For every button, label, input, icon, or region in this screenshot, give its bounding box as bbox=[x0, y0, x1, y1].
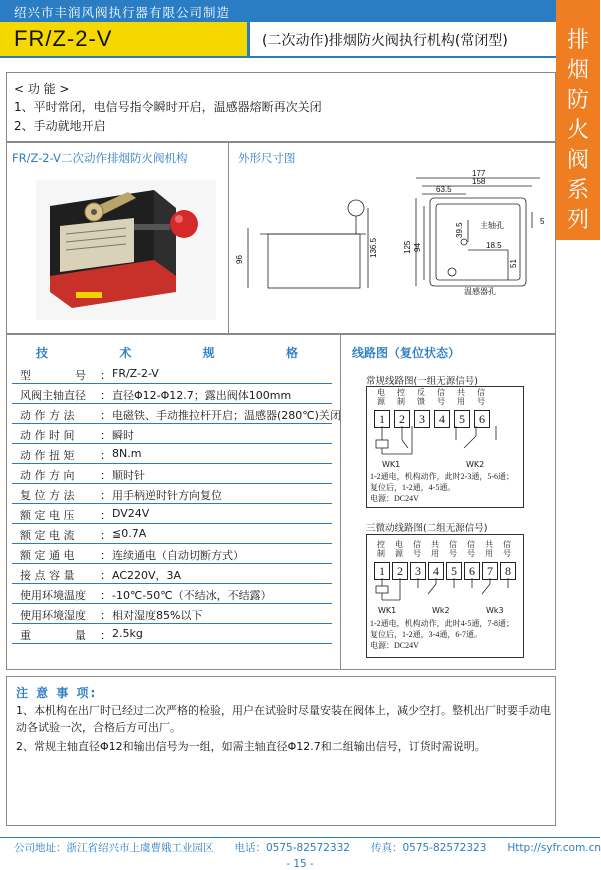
spec-colon: ： bbox=[100, 569, 111, 582]
terminal-function-label: 信号 bbox=[437, 388, 445, 406]
spec-value: 直径Φ12-Φ12.7；露出阀体100mm bbox=[112, 389, 292, 402]
terminal: 1 bbox=[374, 410, 390, 428]
model-code: FR/Z-2-V bbox=[14, 26, 113, 51]
header-bar bbox=[0, 0, 556, 22]
terminal-function-label: 控制 bbox=[397, 388, 405, 406]
terminal: 6 bbox=[474, 410, 490, 428]
spec-colon: ： bbox=[100, 469, 111, 482]
spec-header-char: 格 bbox=[285, 346, 298, 360]
model-box bbox=[0, 22, 250, 56]
dim-label: 177 bbox=[472, 169, 486, 178]
spec-header-char: 规 bbox=[202, 346, 215, 360]
terminal: 5 bbox=[454, 410, 470, 428]
spec-divider bbox=[340, 334, 341, 670]
dim-label: 5 bbox=[540, 217, 545, 226]
terminal-function-label: 电源 bbox=[377, 388, 385, 406]
dim-label: 96 bbox=[235, 255, 244, 264]
spec-row bbox=[12, 624, 332, 644]
terminal: 6 bbox=[464, 562, 480, 580]
dim-label: 18.5 bbox=[486, 241, 502, 250]
spec-colon: ： bbox=[100, 429, 111, 442]
spec-row bbox=[12, 584, 332, 604]
terminal: 3 bbox=[410, 562, 426, 580]
terminal-function-label: 信号 bbox=[467, 540, 475, 558]
dim-label: 51 bbox=[509, 259, 518, 268]
spec-value: 连续通电（自动切断方式） bbox=[112, 549, 244, 562]
series-char: 防 bbox=[566, 88, 589, 113]
page-number: - 15 - bbox=[286, 858, 314, 870]
spec-colon: ： bbox=[100, 629, 111, 642]
wiring-desc: 复位后，1-2通，4-5通。 bbox=[370, 483, 456, 492]
spec-row bbox=[12, 544, 332, 564]
spec-header-char: 技 bbox=[36, 346, 49, 360]
spec-label: 使用环境湿度 bbox=[20, 609, 86, 622]
series-char: 系 bbox=[566, 178, 589, 203]
terminal: 2 bbox=[394, 410, 410, 428]
spec-value: 用手柄逆时针方向复位 bbox=[112, 489, 222, 502]
spec-label: 动 作 扭 矩 bbox=[20, 449, 75, 462]
product-title: (二次动作)排烟防火阀执行机构(常闭型) bbox=[262, 33, 508, 49]
triple-switch-circuit bbox=[372, 578, 522, 608]
spec-row bbox=[12, 564, 332, 584]
terminal-function-label: 共用 bbox=[457, 388, 465, 406]
spec-colon: ： bbox=[100, 529, 111, 542]
spec-row bbox=[12, 464, 332, 484]
terminal-function-label: 控制 bbox=[377, 540, 385, 558]
spec-row bbox=[12, 364, 332, 384]
note-item: 2、常规主轴直径Φ12和输出信号为一组，如需主轴直径Φ12.7和二组输出信号，订货时需说明。 bbox=[16, 740, 486, 753]
notes-title: 注 意 事 项: bbox=[16, 686, 98, 700]
panel-divider bbox=[228, 142, 229, 334]
spec-colon: ： bbox=[100, 549, 111, 562]
spec-label: 动 作 方 法 bbox=[20, 409, 75, 422]
terminal: 3 bbox=[414, 410, 430, 428]
shaft-hole-label: 主轴孔 bbox=[480, 221, 504, 230]
dimension-drawing bbox=[236, 168, 554, 330]
dimension-title: 外形尺寸图 bbox=[238, 151, 296, 165]
product-photo bbox=[36, 180, 216, 320]
spec-row bbox=[12, 444, 332, 464]
mechanism-title: FR/Z-2-V二次动作排烟防火阀机构 bbox=[12, 151, 188, 165]
spec-label: 接 点 容 量 bbox=[20, 569, 75, 582]
dim-label: 158 bbox=[472, 177, 486, 186]
wiring-title: 线路图（复位状态） bbox=[352, 346, 461, 360]
spec-colon: ： bbox=[100, 449, 111, 462]
company-name: 绍兴市丰润风阀执行器有限公司制造 bbox=[14, 5, 231, 20]
spec-label: 风阀主轴直径 bbox=[20, 389, 86, 402]
terminal: 5 bbox=[446, 562, 462, 580]
spec-label: 额 定 电 压 bbox=[20, 509, 75, 522]
series-side-tab bbox=[556, 0, 600, 240]
switch-label: WK1 bbox=[378, 606, 397, 615]
wiring-desc: 电源：DC24V bbox=[370, 494, 419, 503]
functions-title: < 功 能 > bbox=[14, 82, 70, 96]
terminal-function-label: 共用 bbox=[431, 540, 439, 558]
terminal: 2 bbox=[392, 562, 408, 580]
series-char: 火 bbox=[566, 118, 589, 143]
wiring-desc: 复位后，1-2通，3-4通，6-7通。 bbox=[370, 630, 482, 639]
spec-value: AC220V，3A bbox=[112, 569, 182, 582]
spec-value: FR/Z-2-V bbox=[112, 367, 159, 380]
terminal: 8 bbox=[500, 562, 516, 580]
spec-value: 瞬时 bbox=[112, 429, 134, 442]
spec-colon: ： bbox=[100, 609, 111, 622]
wiring-desc: 1-2通电，机构动作，此时4-5通，7-8通； bbox=[370, 619, 514, 628]
spec-colon: ： bbox=[100, 489, 111, 502]
function-item: 2、手动就地开启 bbox=[14, 119, 106, 133]
spec-row bbox=[12, 604, 332, 624]
switch-label: Wk2 bbox=[432, 606, 450, 615]
spec-value: 相对湿度85%以下 bbox=[112, 609, 203, 622]
switch-label: WK2 bbox=[466, 460, 485, 469]
spec-value: ≦0.7A bbox=[112, 527, 147, 540]
spec-row bbox=[12, 484, 332, 504]
normal-switch-circuit bbox=[372, 426, 522, 462]
terminal-function-label: 反馈 bbox=[417, 388, 425, 406]
dim-label: 136.5 bbox=[369, 237, 378, 258]
spec-value: 电磁铁、手动推拉杆开启；温感器(280℃)关闭 bbox=[112, 409, 341, 422]
spec-value: DV24V bbox=[112, 507, 150, 520]
wiring-desc: 电源：DC24V bbox=[370, 641, 419, 650]
spec-label: 动 作 方 向 bbox=[20, 469, 75, 482]
spec-value: 顺时针 bbox=[112, 469, 145, 482]
spec-label: 额 定 电 流 bbox=[20, 529, 75, 542]
series-char: 阀 bbox=[566, 148, 589, 173]
spec-label: 重 量 bbox=[20, 629, 86, 642]
terminal: 4 bbox=[428, 562, 444, 580]
company-contact: 公司地址：浙江省绍兴市上虞曹娥工业园区 电话：0575-82572332 传真：0575-82572323 Http://syfr.com.cn bbox=[14, 842, 601, 854]
terminal-function-label: 电源 bbox=[395, 540, 403, 558]
series-label bbox=[556, 26, 600, 236]
terminal-function-label: 共用 bbox=[485, 540, 493, 558]
terminal: 1 bbox=[374, 562, 390, 580]
dim-label: 94 bbox=[413, 243, 422, 252]
spec-value: 2.5kg bbox=[112, 627, 143, 640]
terminal-function-label: 信号 bbox=[413, 540, 421, 558]
spec-label: 动 作 时 间 bbox=[20, 429, 75, 442]
series-char: 烟 bbox=[566, 58, 589, 83]
spec-row bbox=[12, 404, 341, 424]
spec-value: -10℃-50℃（不结冰，不结露） bbox=[112, 589, 272, 602]
series-char: 排 bbox=[566, 28, 589, 53]
wiring-desc: 1-2通电，机构动作，此时2-3通，5-6通； bbox=[370, 472, 514, 481]
spec-row bbox=[12, 384, 332, 404]
spec-colon: ： bbox=[100, 409, 111, 422]
spec-label: 额 定 通 电 bbox=[20, 549, 75, 562]
spec-label: 型 号 bbox=[20, 369, 86, 382]
spec-label: 复 位 方 法 bbox=[20, 489, 75, 502]
spec-header-char: 术 bbox=[119, 346, 132, 360]
spec-colon: ： bbox=[100, 509, 111, 522]
spec-row bbox=[12, 524, 332, 544]
terminal: 7 bbox=[482, 562, 498, 580]
spec-label: 使用环境温度 bbox=[20, 589, 86, 602]
dim-label: 39.5 bbox=[455, 222, 464, 238]
sensor-hole-label: 温感器孔 bbox=[464, 287, 496, 296]
terminal-function-label: 信号 bbox=[503, 540, 511, 558]
spec-colon: ： bbox=[100, 589, 111, 602]
dim-label: 125 bbox=[403, 240, 412, 254]
switch-label: WK1 bbox=[382, 460, 401, 469]
terminal-function-label: 信号 bbox=[477, 388, 485, 406]
spec-colon: ： bbox=[100, 389, 111, 402]
model-header bbox=[0, 22, 556, 58]
switch-label: Wk3 bbox=[486, 606, 504, 615]
spec-header bbox=[36, 344, 298, 361]
spec-row bbox=[12, 504, 332, 524]
normal-wiring-title: 常规线路图(一组无源信号) bbox=[366, 376, 478, 387]
terminal-function-label: 信号 bbox=[449, 540, 457, 558]
spec-value: 8N.m bbox=[112, 447, 142, 460]
spec-row bbox=[12, 424, 332, 444]
footer-rule bbox=[0, 837, 600, 838]
note-item: 1、本机构在出厂时已经过二次严格的检验，用户在试验时尽量安装在阀体上，减少空打。整机出厂时要手动电动各试验一次，合格后方可出厂。 bbox=[16, 704, 551, 734]
dim-label: 63.5 bbox=[436, 185, 452, 194]
spec-colon: ： bbox=[100, 369, 111, 382]
function-item: 1、平时常闭，电信号指令瞬时开启，温感器熔断再次关闭 bbox=[14, 100, 322, 114]
spec-row-rule bbox=[12, 643, 332, 644]
triple-wiring-title: 三微动线路图(二组无源信号) bbox=[366, 523, 488, 534]
series-char: 列 bbox=[566, 208, 589, 233]
terminal: 4 bbox=[434, 410, 450, 428]
